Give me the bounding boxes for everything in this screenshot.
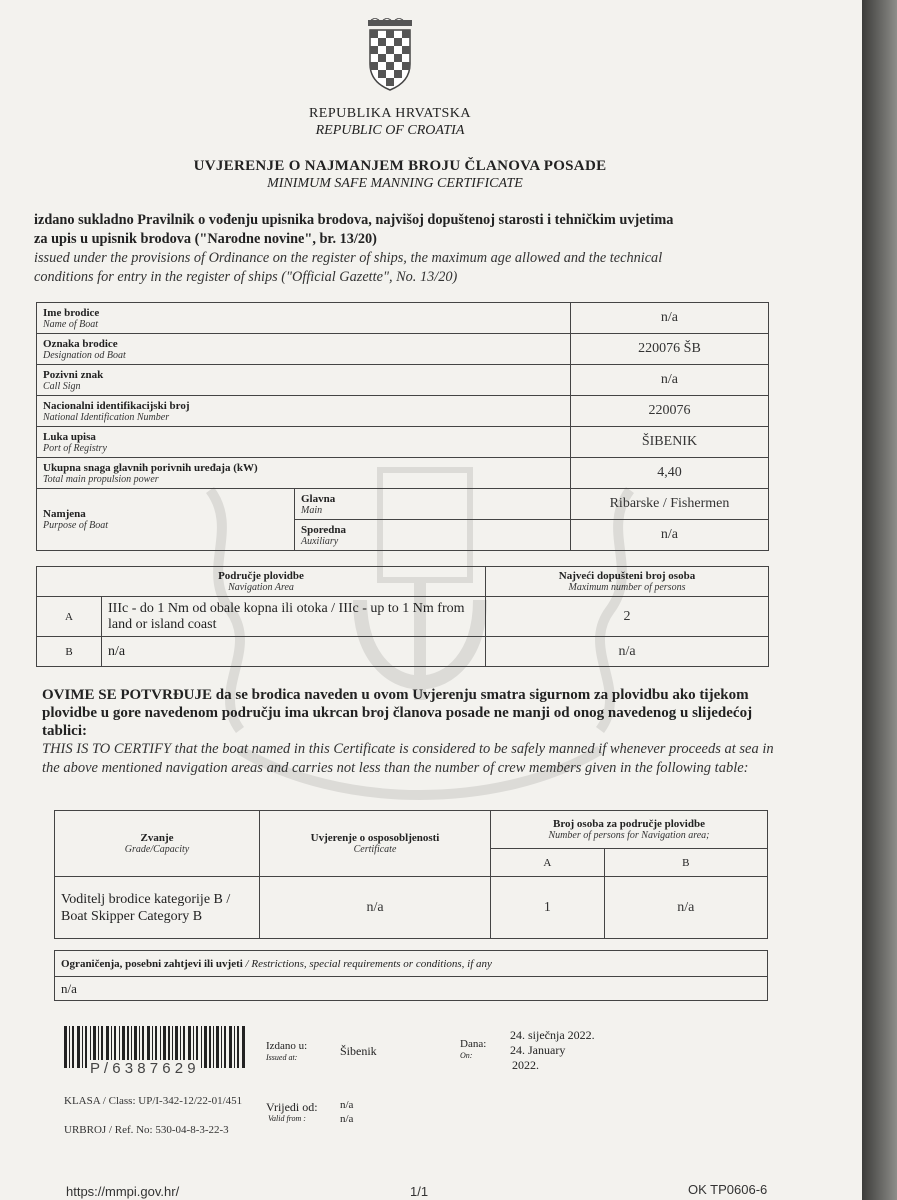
klasa: KLASA / Class: UP/I-342-12/22-01/451 (64, 1095, 243, 1107)
purpose-label: Namjena (43, 508, 86, 520)
power-label-en: Total main propulsion power (43, 473, 159, 485)
crew-col-persons-label-en: Number of persons for Navigation area; (548, 830, 710, 841)
certify-hr-text: da se brodica naveden u ovom Uvjerenju smatra sigurnom za plovidbu ako tijekom plovidbe u gore navedenom području ima ukrcan broj članova posade ne manji od onog navedenog u slijedećoj tablici: (42, 687, 753, 739)
purpose-main-value: Ribarske / Fishermen (570, 489, 768, 520)
designation-value: 220076 ŠB (570, 334, 768, 365)
certify-hr-lead: OVIME SE POTVRĐUJE (42, 687, 213, 703)
crew-col-a: A (491, 849, 605, 877)
date-en: 24. January (510, 1043, 566, 1057)
crew-count-a: 1 (491, 877, 605, 939)
restrictions-label: Ograničenja, posebni zahtjevi ili uvjeti (61, 957, 243, 970)
call-sign-row (37, 365, 769, 396)
crew-col-b: B (604, 849, 767, 877)
nin-label-en: National Identification Number (43, 411, 170, 423)
crew-count-b: n/a (604, 877, 767, 939)
nin-label: Nacionalni identifikacijski broj (43, 399, 190, 412)
boat-name-label: Ime brodice (43, 306, 100, 319)
certificate-title-hr: UVJERENJE O NAJMANJEM BROJU ČLANOVA POSADE (193, 158, 607, 174)
crew-certificate: n/a (260, 877, 491, 939)
nav-row-a (37, 597, 769, 637)
purpose-main-row (37, 489, 769, 520)
nin-value: 220076 (570, 396, 768, 427)
purpose-aux-label-en: Auxiliary (301, 535, 339, 547)
valid-from-label: Vrijedi od: (266, 1100, 318, 1114)
intro-en-line1: issued under the provisions of Ordinance on the register of ships, the maximum age allowed and the technical (34, 250, 663, 266)
nav-row-b-area: n/a (102, 637, 486, 667)
nav-row-b-persons: n/a (486, 637, 769, 667)
power-label: Ukupna snaga glavnih porivnih uređaja (kW) (43, 461, 258, 474)
port-label: Luka upisa (43, 430, 96, 443)
certify-en-text: that the boat named in this Certificate is considered to be safely manned if whenever proceeds at sea in the above mentioned navigation areas and carries not less than the number of crew members given in the following table: (42, 741, 774, 776)
purpose-aux-value: n/a (570, 520, 768, 551)
designation-label-en: Designation od Boat (43, 349, 126, 361)
certify-en-lead: THIS IS TO CERTIFY (42, 741, 172, 757)
valid-from-value-1: n/a (340, 1099, 354, 1111)
nin-row (37, 396, 769, 427)
purpose-main-label-en: Main (301, 504, 323, 516)
certify-hr (42, 686, 782, 740)
purpose-label-en: Purpose of Boat (43, 520, 108, 531)
nav-col-area-label-en: Navigation Area (228, 582, 294, 593)
valid-from-value-2: n/a (340, 1113, 354, 1125)
urbroj: URBROJ / Ref. No: 530-04-8-3-22-3 (64, 1124, 229, 1136)
date-label: Dana: (460, 1038, 487, 1050)
crew-col-certificate-label: Uvjerenje o osposobljenosti (310, 832, 440, 844)
call-sign-label: Pozivni znak (43, 368, 104, 381)
country-name-en: REPUBLIC OF CROATIA (315, 123, 465, 138)
issued-at-label-en: Issued at: (266, 1053, 298, 1062)
crew-col-grade-label-en: Grade/Capacity (124, 844, 190, 855)
restrictions-value-row (55, 977, 768, 1001)
nav-row-b-code: B (37, 637, 102, 667)
crew-col-persons-label: Broj osoba za područje plovidbe (553, 818, 705, 830)
valid-from-label-en: Valid from : (268, 1114, 306, 1123)
crew-header-row (55, 811, 768, 849)
power-row (37, 458, 769, 489)
nav-header-row (37, 567, 769, 597)
footer-url-link[interactable]: https://mmpi.gov.hr/ (66, 1184, 180, 1199)
nav-col-persons-label: Najveći dopušteni broj osoba (558, 570, 696, 582)
intro-hr-line1: izdano sukladno Pravilnik o vođenju upisnika brodova, najvišoj dopuštenoj starosti i tehničkim uvjetima (34, 212, 674, 228)
boat-name-value: n/a (570, 303, 768, 334)
restrictions-label-en: / Restrictions, special requirements or conditions, if any (242, 957, 492, 970)
crew-row (55, 877, 768, 939)
nav-col-area-label: Područje plovidbe (218, 570, 304, 582)
call-sign-value: n/a (570, 365, 768, 396)
issued-at-label: Izdano u: (266, 1040, 308, 1052)
issued-at-value: Šibenik (340, 1044, 377, 1058)
boat-name-label-en: Name of Boat (43, 318, 98, 330)
page-number: 1/1 (410, 1184, 429, 1199)
certificate-title-en: MINIMUM SAFE MANNING CERTIFICATE (267, 176, 523, 191)
date-hr: 24. siječnja 2022. (510, 1028, 595, 1042)
crew-col-certificate-label-en: Certificate (353, 844, 397, 855)
navigation-area-table (36, 566, 769, 667)
nav-row-a-code: A (37, 597, 102, 637)
country-name-hr: REPUBLIKA HRVATSKA (308, 106, 472, 121)
barcode-number: P / 6 3 8 7 6 2 9 (90, 1060, 196, 1077)
nav-row-a-area: IIIc - do 1 Nm od obale kopna ili otoka / IIIc - up to 1 Nm from land or island coast (102, 597, 486, 637)
nav-row-a-persons: 2 (486, 597, 769, 637)
coat-of-arms-icon (365, 18, 415, 92)
crew-col-grade-label: Zvanje (140, 832, 174, 844)
port-label-en: Port of Registry (43, 442, 107, 454)
date-year: 2022. (512, 1058, 539, 1072)
nav-row-b (37, 637, 769, 667)
restrictions-header-row (55, 951, 768, 977)
nav-col-persons-label-en: Maximum number of persons (568, 582, 686, 593)
crew-table (54, 810, 768, 939)
purpose-main-label: Glavna (301, 492, 336, 505)
crew-grade: Voditelj brodice kategorije B / Boat Skipper Category B (55, 877, 260, 939)
intro-en-line2: conditions for entry in the register of ships ("Official Gazette", No. 13/20) (34, 269, 458, 285)
restrictions-table (54, 950, 768, 1001)
restrictions-value: n/a (55, 977, 768, 1001)
certify-en (42, 740, 784, 778)
purpose-aux-label: Sporedna (301, 523, 347, 536)
date-label-en: On: (460, 1051, 473, 1060)
form-code: OK TP0606-6 (688, 1182, 768, 1197)
boat-name-row (37, 303, 769, 334)
power-value: 4,40 (570, 458, 768, 489)
boat-designation-row (37, 334, 769, 365)
background-edge (862, 0, 897, 1200)
port-value: ŠIBENIK (570, 427, 768, 458)
port-row (37, 427, 769, 458)
call-sign-label-en: Call Sign (43, 380, 81, 392)
intro-hr-line2: za upis u upisnik brodova ("Narodne novine", br. 13/20) (34, 231, 377, 247)
designation-label: Oznaka brodice (43, 337, 118, 350)
boat-details-table (36, 302, 769, 551)
